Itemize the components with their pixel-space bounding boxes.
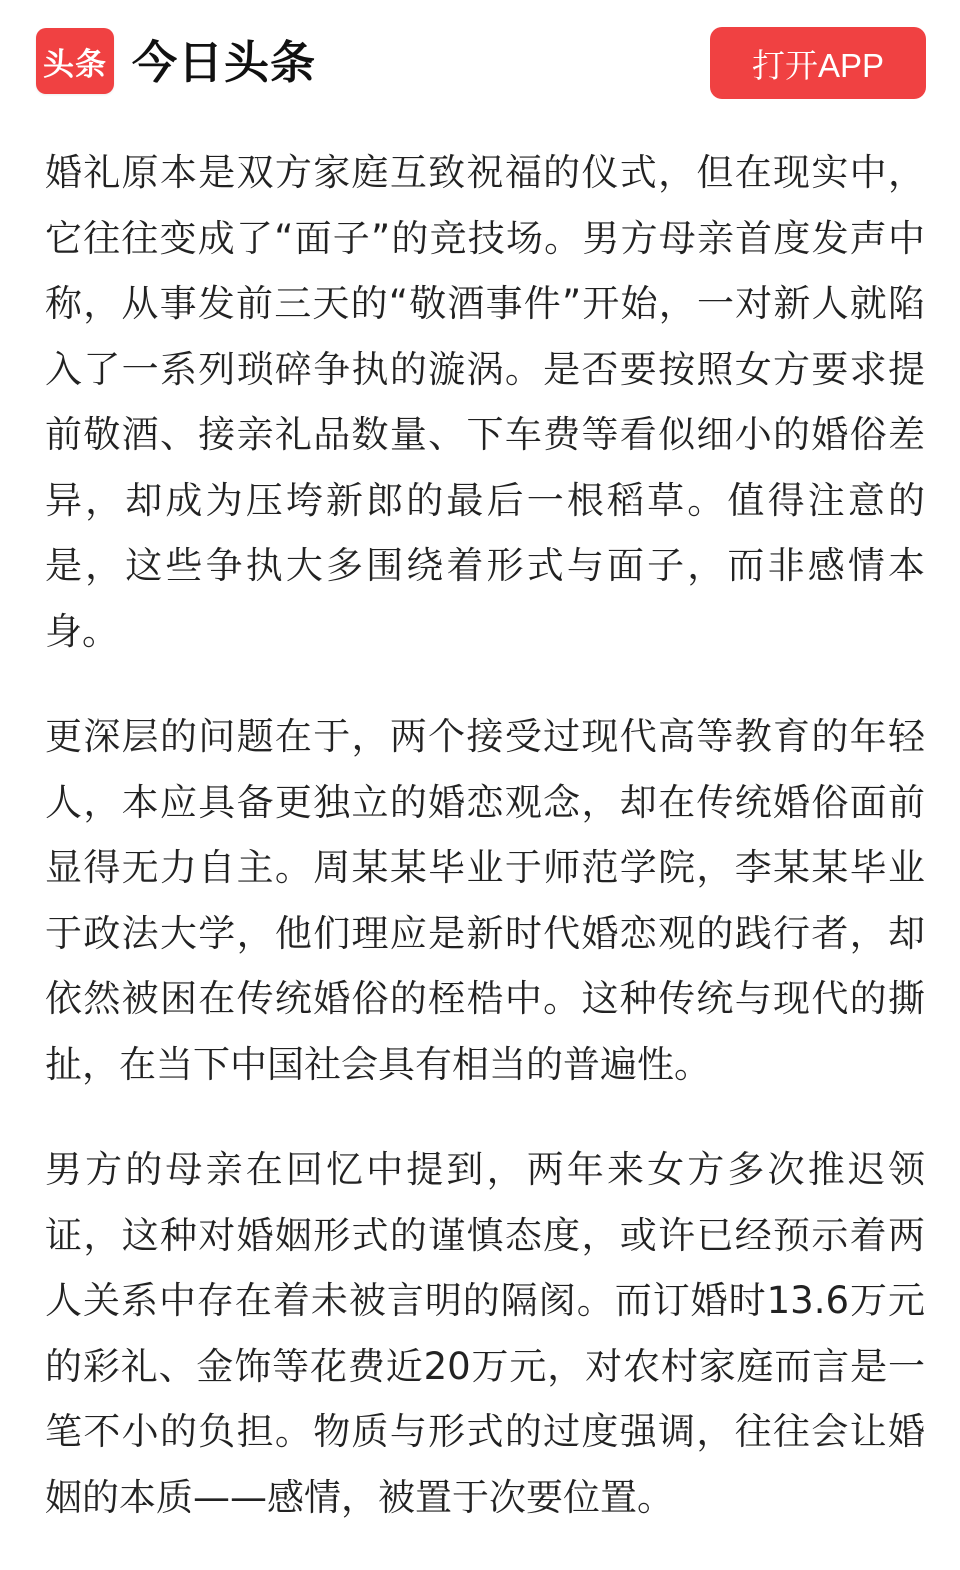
open-app-button[interactable]: 打开APP — [710, 27, 926, 99]
app-name: 今日头条 — [132, 36, 317, 89]
article-paragraph-2: 更深层的问题在于，两个接受过现代高等教育的年轻人，本应具备更独立的婚恋观念，却在传统婚俗面前显得无力自主。周某某毕业于师范学院，李某某毕业于政法大学，他们理应是新时代婚恋观的践行者，却依然被困在传统婚俗的桎梏中。这种传统与现代的撕扯，在当下中国社会具有相当的普遍性。 — [45, 715, 925, 1086]
top-header — [0, 0, 960, 124]
toutiao-logo[interactable]: 头条 — [36, 28, 114, 94]
article-paragraph-1: 婚礼原本是双方家庭互致祝福的仪式，但在现实中，它往往变成了“面子”的竞技场。男方母亲首度发声中称，从事发前三天的“敬酒事件”开始，一对新人就陷入了一系列琐碎争执的漩涡。是否要按照女方要求提前敬酒、接亲礼品数量、下车费等看似细小的婚俗差异，却成为压垮新郎的最后一根稻草。值得注意的是，这些争执大多围绕着形式与面子，而非感情本身。 — [45, 151, 925, 653]
article-paragraph-3: 男方的母亲在回忆中提到，两年来女方多次推迟领证，这种对婚姻形式的谨慎态度，或许已经预示着两人关系中存在着未被言明的隔阂。而订婚时13.6万元的彩礼、金饰等花费近20万元，对农村家庭而言是一笔不小的负担。物质与形式的过度强调，往往会让婚姻的本质——感情，被置于次要位置。 — [45, 1148, 925, 1519]
article-body — [45, 140, 925, 1570]
